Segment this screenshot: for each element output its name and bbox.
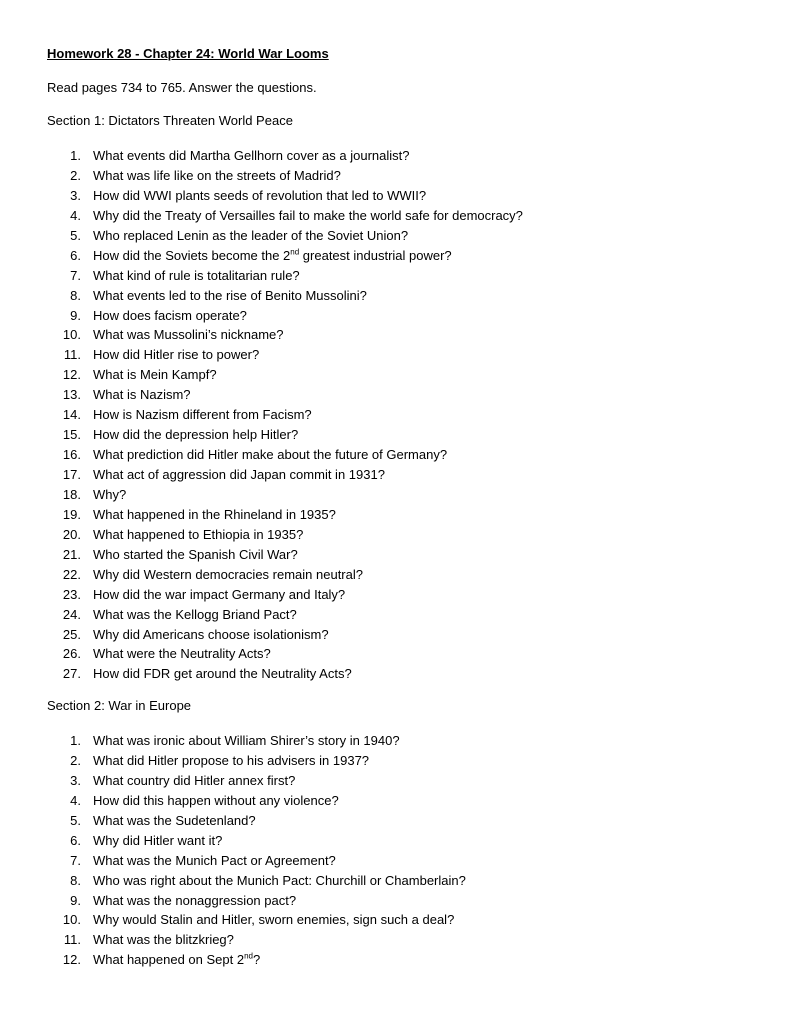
question-number: 21. [62,546,81,562]
question-item [0,910,791,930]
question-number: 23. [62,586,81,602]
question-item [0,871,791,891]
question-text: Why? [93,486,127,502]
question-number: 27. [62,666,81,682]
question-text: What act of aggression did Japan commit in 1931? [93,467,385,482]
question-number: 16. [62,447,81,463]
question-text-part: greatest industrial power? [299,247,452,263]
question-text: Why did Hitler want it? [93,832,223,848]
question-number: 13. [62,387,81,403]
question-number: 17. [62,467,81,482]
question-number: 22. [62,566,81,582]
question-number: 4. [70,207,81,223]
question-number: 9. [70,307,81,323]
ordinal-superscript: nd [244,951,253,961]
question-item [0,950,791,970]
question-item [0,891,791,911]
question-number: 1. [70,733,81,748]
question-item [0,306,791,326]
question-number: 3. [70,187,81,203]
question-number: 24. [62,606,81,622]
question-item [0,385,791,405]
section-2-question-list [0,731,791,970]
question-item [0,851,791,871]
question-text: How did WWI plants seeds of revolution that led to WWII? [93,187,427,203]
question-number: 4. [70,792,81,808]
question-text: What was the Kellogg Briand Pact? [93,606,297,622]
question-number: 18. [62,486,81,502]
question-text: Why did the Treaty of Versailles fail to make the world safe for democracy? [93,207,523,223]
question-number: 15. [62,427,81,443]
question-item [0,811,791,831]
question-number: 11. [63,347,81,363]
section-1-heading: Section 1: Dictators Threaten World Peace [47,113,293,128]
question-number: 14. [62,407,81,423]
question-text: What was the Munich Pact or Agreement? [93,852,336,868]
question-item [0,791,791,811]
question-item [0,206,791,226]
question-item [0,831,791,851]
question-number: 2. [70,167,81,183]
section-1-question-list [0,146,791,684]
question-text: What country did Hitler annex first? [93,772,296,788]
question-number: 1. [70,148,81,163]
question-text-part: ? [252,952,261,968]
question-item [0,146,791,166]
question-text: How did FDR get around the Neutrality Acts? [93,666,352,682]
question-text: Who was right about the Munich Pact: Churchill or Chamberlain? [93,872,466,888]
question-item [0,465,791,485]
document-title: Homework 28 - Chapter 24: World War Looms [47,46,329,61]
question-item [0,664,791,684]
question-number: 12. [62,952,81,968]
question-text-part: What happened on Sept 2 [93,952,245,968]
question-number: 3. [70,772,81,788]
question-number: 8. [70,872,81,888]
question-text: How does facism operate? [93,307,247,323]
question-item [0,625,791,645]
question-number: 6. [70,247,81,263]
question-item [0,585,791,605]
question-item [0,325,791,345]
question-text: What is Mein Kampf? [93,367,217,383]
question-text: What kind of rule is totalitarian rule? [93,267,300,283]
question-number: 5. [70,812,81,828]
question-number: 7. [70,267,81,283]
question-text: Why did Americans choose isolationism? [93,626,329,642]
question-number: 2. [70,752,81,768]
question-item [0,405,791,425]
question-text [93,950,260,970]
question-item [0,226,791,246]
question-text: How did the war impact Germany and Italy? [93,586,346,602]
question-item [0,644,791,664]
question-number: 6. [70,832,81,848]
question-text: What was Mussolini’s nickname? [93,327,284,343]
question-text: Why did Western democracies remain neutral? [93,566,363,582]
question-item [0,166,791,186]
question-number: 20. [62,526,81,542]
question-number: 26. [62,646,81,662]
question-item [0,286,791,306]
question-text: What was life like on the streets of Madrid? [93,167,341,183]
question-text: Why would Stalin and Hitler, sworn enemies, sign such a deal? [93,912,455,928]
question-item [0,771,791,791]
question-item [0,751,791,771]
question-text: How did this happen without any violence? [93,792,339,808]
question-text: Who started the Spanish Civil War? [93,546,298,562]
question-number: 25. [62,626,81,642]
question-item [0,565,791,585]
question-number: 10. [62,912,81,928]
question-item [0,545,791,565]
question-text: What was the nonaggression pact? [93,892,297,908]
question-item [0,605,791,625]
section-2-heading: Section 2: War in Europe [47,698,192,713]
question-number: 9. [70,892,81,908]
question-item [0,445,791,465]
question-text: What events did Martha Gellhorn cover as a journalist? [93,148,410,163]
question-item [0,365,791,385]
question-text: What did Hitler propose to his advisers in 1937? [93,752,370,768]
question-text: How did the depression help Hitler? [93,427,299,443]
question-number: 8. [70,287,81,303]
question-text: What was the blitzkrieg? [93,932,234,948]
question-text: How did Hitler rise to power? [93,347,260,363]
question-text: Who replaced Lenin as the leader of the Soviet Union? [93,227,409,243]
question-text: What is Nazism? [93,387,191,403]
question-text [93,246,452,266]
question-item [0,425,791,445]
question-number: 19. [62,506,81,522]
question-text: What were the Neutrality Acts? [93,646,271,662]
question-number: 5. [70,227,81,243]
question-text: What events led to the rise of Benito Mussolini? [93,287,367,303]
question-item [0,731,791,751]
ordinal-superscript: nd [290,247,300,257]
question-text-part: How did the Soviets become the 2 [93,247,291,263]
question-number: 12. [62,367,81,383]
question-text: What was ironic about William Shirer’s story in 1940? [93,733,400,748]
question-item [0,505,791,525]
question-item [0,525,791,545]
question-number: 10. [62,327,81,343]
question-number: 11. [63,932,81,948]
question-item [0,246,791,266]
question-text: What happened to Ethiopia in 1935? [93,526,304,542]
question-item [0,266,791,286]
question-number: 7. [70,852,81,868]
question-text: How is Nazism different from Facism? [93,407,312,423]
question-text: What happened in the Rhineland in 1935? [93,506,336,522]
question-item [0,345,791,365]
question-text: What was the Sudetenland? [93,812,256,828]
question-item [0,930,791,950]
question-item [0,485,791,505]
question-item [0,186,791,206]
instructions-text: Read pages 734 to 765. Answer the questions. [47,80,317,95]
question-text: What prediction did Hitler make about the future of Germany? [93,447,448,463]
